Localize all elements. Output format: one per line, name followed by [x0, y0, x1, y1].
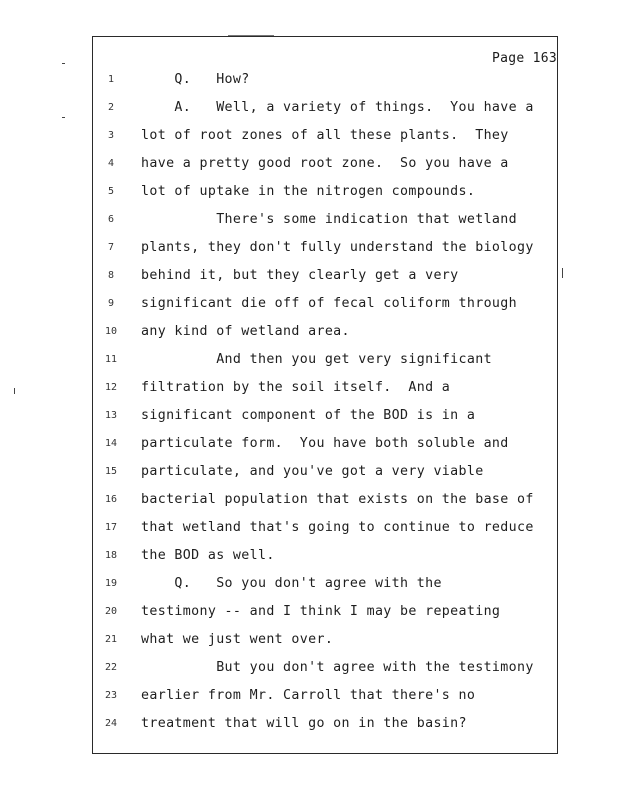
- line-number: 6: [107, 214, 115, 225]
- transcript-line: earlier from Mr. Carroll that there's no: [141, 688, 476, 703]
- scan-speck: [14, 388, 15, 394]
- transcript-line: particulate, and you've got a very viable: [141, 464, 484, 479]
- transcript-line: treatment that will go on in the basin?: [141, 716, 467, 731]
- line-number: 5: [107, 186, 115, 197]
- scan-speck: [228, 35, 274, 36]
- scan-speck: [62, 117, 65, 118]
- line-number: 4: [107, 158, 115, 169]
- transcript-line: bacterial population that exists on the base of: [141, 492, 534, 507]
- line-number: 18: [104, 550, 118, 561]
- transcript-line: what we just went over.: [141, 632, 334, 647]
- line-number: 2: [107, 102, 115, 113]
- transcript-line: particulate form. You have both soluble and: [141, 436, 509, 451]
- transcript-line: any kind of wetland area.: [141, 324, 350, 339]
- scan-speck: [62, 63, 65, 64]
- transcript-line: testimony -- and I think I may be repeating: [141, 604, 501, 619]
- transcript-line: filtration by the soil itself. And a: [141, 380, 451, 395]
- line-number: 14: [104, 438, 118, 449]
- line-number: 16: [104, 494, 118, 505]
- transcript-line: have a pretty good root zone. So you have a: [141, 156, 509, 171]
- line-number: 11: [104, 354, 118, 365]
- transcript-line: the BOD as well.: [141, 548, 275, 563]
- transcript-line: lot of root zones of all these plants. They: [141, 128, 509, 143]
- transcript-line: that wetland that's going to continue to reduce: [141, 520, 534, 535]
- transcript-line: But you don't agree with the testimony: [141, 660, 534, 675]
- transcript-line: A. Well, a variety of things. You have a: [141, 100, 534, 115]
- line-number: 23: [104, 690, 118, 701]
- transcript-line: significant die off of fecal coliform through: [141, 296, 517, 311]
- transcript-line: significant component of the BOD is in a: [141, 408, 476, 423]
- line-number: 17: [104, 522, 118, 533]
- line-number: 19: [104, 578, 118, 589]
- transcript-line: plants, they don't fully understand the biology: [141, 240, 534, 255]
- line-number: 21: [104, 634, 118, 645]
- transcript-line: There's some indication that wetland: [141, 212, 517, 227]
- line-number: 9: [107, 298, 115, 309]
- transcript-line: lot of uptake in the nitrogen compounds.: [141, 184, 476, 199]
- scan-speck: [562, 268, 563, 278]
- transcript-line: And then you get very significant: [141, 352, 492, 367]
- line-number: 3: [107, 130, 115, 141]
- line-number: 8: [107, 270, 115, 281]
- line-number: 7: [107, 242, 115, 253]
- line-number: 22: [104, 662, 118, 673]
- line-number: 20: [104, 606, 118, 617]
- transcript-line: Q. How?: [141, 72, 250, 87]
- line-number: 10: [104, 326, 118, 337]
- line-number: 1: [107, 74, 115, 85]
- line-number: 12: [104, 382, 118, 393]
- line-number: 15: [104, 466, 118, 477]
- line-number: 13: [104, 410, 118, 421]
- line-number: 24: [104, 718, 118, 729]
- transcript-line: behind it, but they clearly get a very: [141, 268, 459, 283]
- page-number: Page 163: [492, 51, 558, 66]
- transcript-line: Q. So you don't agree with the: [141, 576, 442, 591]
